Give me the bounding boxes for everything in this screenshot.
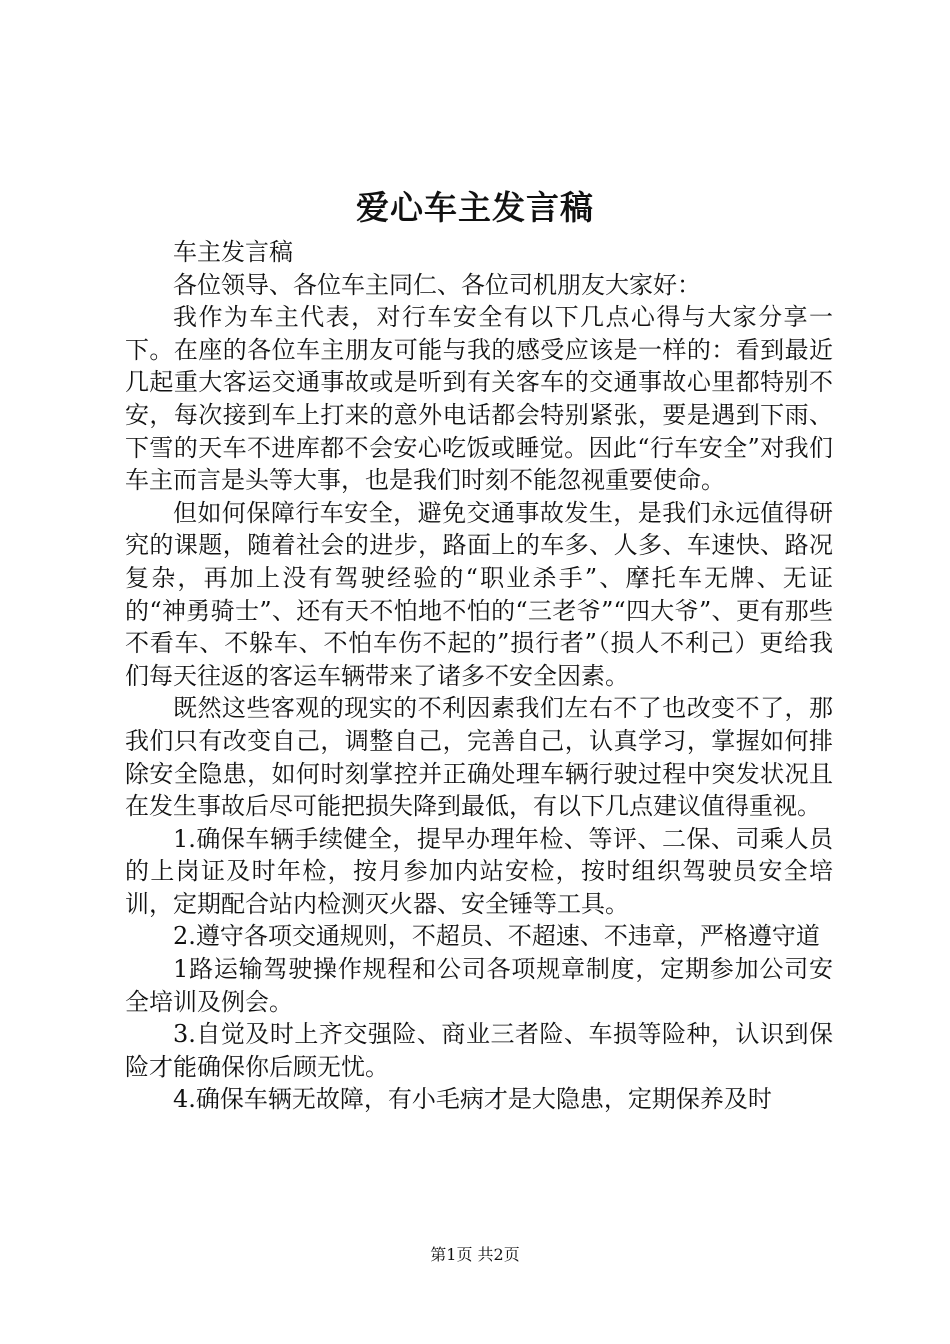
paragraph-body: 我作为车主代表，对行车安全有以下几点心得与大家分享一下。在座的各位车主朋友可能与我的感受应该是一样的：看到最近几起重大客运交通事故或是听到有关客车的交通事故心里都特别不安，每次接到车上打来的意外电话都会特别紧张，要是遇到下雨、下雪的天车不进库都不会安心吃饭或睡觉。因此“行车安全”对我们车主而言是头等大事，也是我们时刻不能忽视重要使命。	[125, 303, 833, 495]
paragraph-item: 1.确保车辆手续健全，提早办理年检、等评、二保、司乘人员的上岗证及时年检，按月参加内站安检，按时组织驾驶员安全培训，定期配合站内检测灭火器、安全锤等工具。	[125, 824, 833, 918]
paragraph-item: 3.自觉及时上齐交强险、商业三者险、车损等险种，认识到保险才能确保你后顾无忧。	[125, 1020, 833, 1081]
page-footer: 第1页 共2页	[430, 1245, 520, 1264]
paragraph-body: 既然这些客观的现实的不利因素我们左右不了也改变不了，那我们只有改变自己，调整自己，完善自己，认真学习，掌握如何排除安全隐患，如何时刻掌控并正确处理车辆行驶过程中突发状况且在发生事故后尽可能把损失降到最低，有以下几点建议值得重视。	[125, 694, 833, 821]
paragraph-body: 但如何保障行车安全，避免交通事故发生，是我们永远值得研究的课题，随着社会的进步，路面上的车多、人多、车速快、路况复杂，再加上没有驾驶经验的“职业杀手”、摩托车无牌、无证的“神勇骑士”、还有天不怕地不怕的“三老爷”“四大爷”、更有那些不看车、不躲车、不怕车伤不起的”损行者”（损人不利己）更给我们每天往返的客运车辆带来了诸多不安全因素。	[125, 498, 833, 690]
document-body	[125, 236, 833, 1116]
paragraph-item: 2.遵守各项交通规则，不超员、不超速、不违章，严格遵守道	[173, 922, 820, 951]
document-title: 爱心车主发言稿	[356, 188, 594, 227]
paragraph-subtitle: 车主发言稿	[173, 238, 293, 266]
paragraph-greeting: 各位领导、各位车主同仁、各位司机朋友大家好：	[173, 270, 701, 299]
paragraph-item: 4.确保车辆无故障，有小毛病才是大隐患，定期保养及时	[173, 1085, 772, 1114]
paragraph-item: 1路运输驾驶操作规程和公司各项规章制度，定期参加公司安全培训及例会。	[125, 955, 833, 1016]
